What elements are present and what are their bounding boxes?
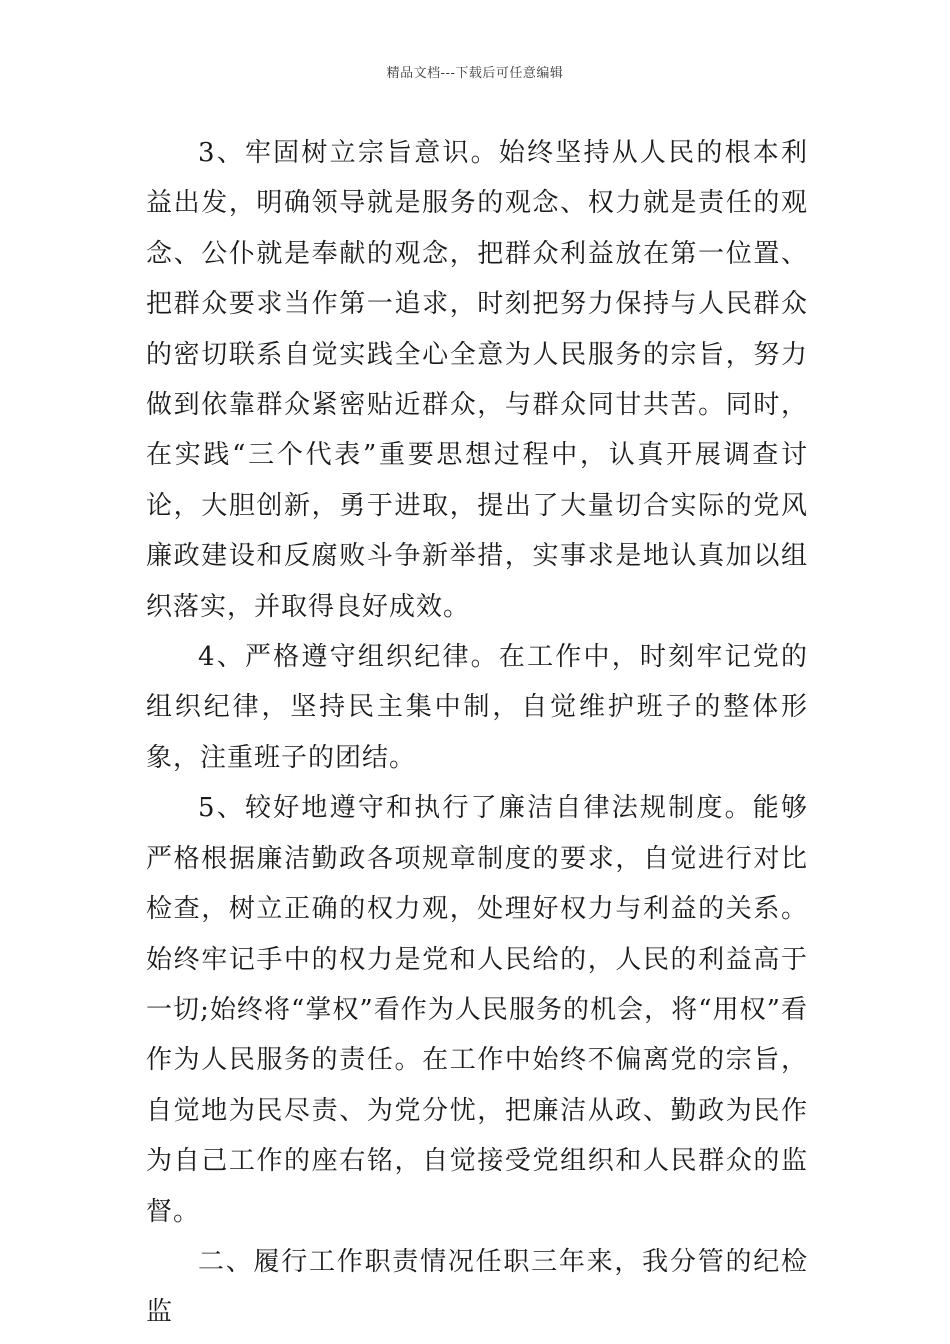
paragraph-section-two: 二、履行工作职责情况任职三年来，我分管的纪检监 bbox=[146, 1246, 808, 1328]
document-body bbox=[146, 128, 808, 1338]
paragraph-item-5: 5、较好地遵守和执行了廉洁自律法规制度。能够严格根据廉洁勤政各项规章制度的要求，自觉进行对比检查，树立正确的权力观，处理好权力与利益的关系。始终牢记手中的权力是党和人民给的，人民的利益高于一切;始终将“掌权”看作为人民服务的机会，将“用权”看作为人民服务的责任。在工作中始终不偏离党的宗旨，自觉地为民尽责、为党分忧，把廉洁从政、勤政为民作为自己工作的座右铭，自觉接受党组织和人民群众的监督。 bbox=[146, 793, 808, 1227]
paragraph-item-3: 3、牢固树立宗旨意识。始终坚持从人民的根本利益出发，明确领导就是服务的观念、权力就是责任的观念、公仆就是奉献的观念，把群众利益放在第一位置、把群众要求当作第一追求，时刻把努力保持与人民群众的密切联系自觉实践全心全意为人民服务的宗旨，努力做到依靠群众紧密贴近群众，与群众同甘共苦。同时，在实践“三个代表”重要思想过程中，认真开展调查讨论，大胆创新，勇于进取，提出了大量切合实际的党风廉政建设和反腐败斗争新举措，实事求是地认真加以组织落实，并取得良好成效。 bbox=[146, 138, 808, 622]
page-header: 精品文档---下载后可任意编辑 bbox=[386, 66, 564, 81]
paragraph-item-4: 4、严格遵守组织纪律。在工作中，时刻牢记党的组织纪律，坚持民主集中制，自觉维护班子的整体形象，注重班子的团结。 bbox=[146, 642, 808, 773]
